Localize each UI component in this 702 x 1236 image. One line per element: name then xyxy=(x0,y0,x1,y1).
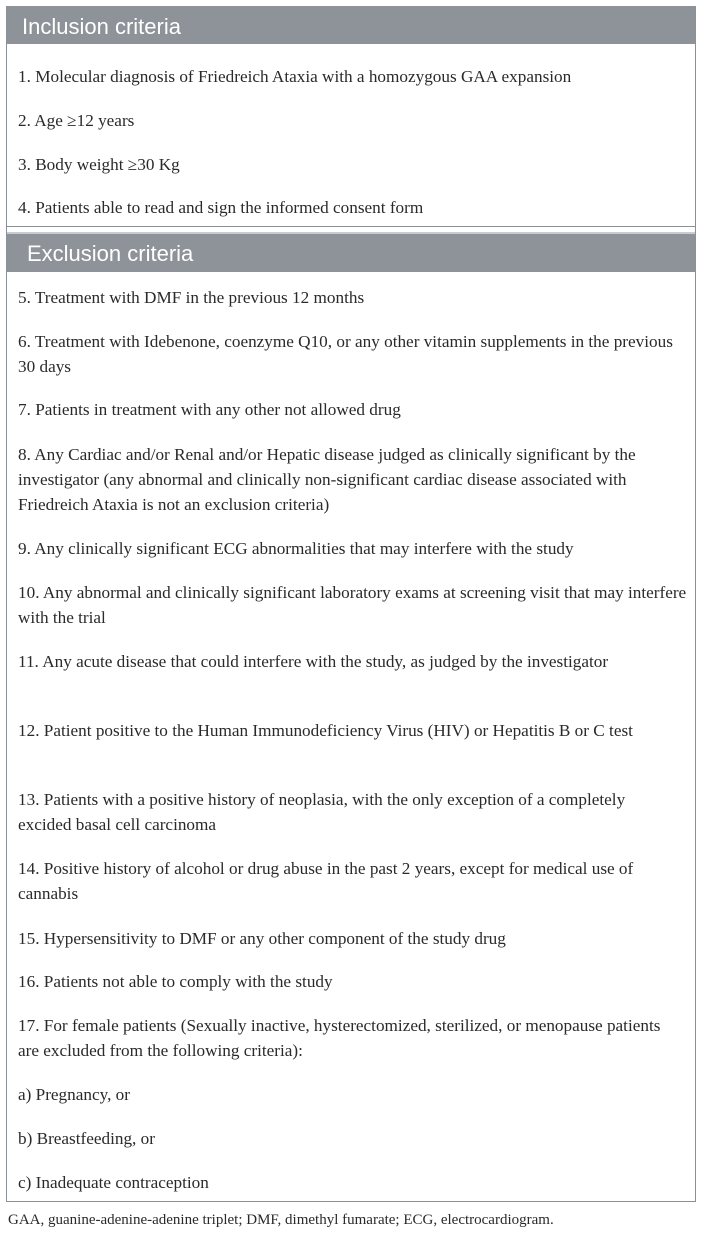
exclusion-item-11: 11. Any acute disease that could interfere with the study, as judged by the investigator xyxy=(18,652,609,671)
exclusion-item-15: 15. Hypersensitivity to DMF or any other component of the study drug xyxy=(18,929,506,948)
exclusion-item-6: 6. Treatment with Idebenone, coenzyme Q10, or any other vitamin supplements in the previous 30 days xyxy=(18,332,673,376)
exclusion-item-10: 10. Any abnormal and clinically significant laboratory exams at screening visit that may interfere with the trial xyxy=(18,583,687,627)
exclusion-item-9: 9. Any clinically significant ECG abnormalities that may interfere with the study xyxy=(18,539,574,558)
inclusion-item-3: 3. Body weight ≥30 Kg xyxy=(18,155,180,174)
exclusion-item-17b: b) Breastfeeding, or xyxy=(18,1129,155,1148)
criteria-table xyxy=(6,6,696,1202)
exclusion-item-7: 7. Patients in treatment with any other not allowed drug xyxy=(18,400,401,419)
table-footnote: GAA, guanine-adenine-adenine triplet; DMF, dimethyl fumarate; ECG, electrocardiogram. xyxy=(8,1212,554,1228)
inclusion-item-1: 1. Molecular diagnosis of Friedreich Ataxia with a homozygous GAA expansion xyxy=(18,67,572,86)
exclusion-criteria-header: Exclusion criteria xyxy=(7,232,695,272)
exclusion-item-17: 17. For female patients (Sexually inactive, hysterectomized, sterilized, or menopause patients are excluded from the following criteria): xyxy=(18,1016,661,1060)
exclusion-item-13: 13. Patients with a positive history of neoplasia, with the only exception of a completely excided basal cell carcinoma xyxy=(18,790,626,834)
section-divider xyxy=(7,226,695,227)
exclusion-item-12: 12. Patient positive to the Human Immunodeficiency Virus (HIV) or Hepatitis B or C test xyxy=(18,721,633,740)
inclusion-item-4: 4. Patients able to read and sign the informed consent form xyxy=(18,198,424,217)
exclusion-item-5: 5. Treatment with DMF in the previous 12 months xyxy=(18,288,365,307)
exclusion-item-17a: a) Pregnancy, or xyxy=(18,1085,130,1104)
inclusion-criteria-header: Inclusion criteria xyxy=(7,6,695,44)
exclusion-item-8: 8. Any Cardiac and/or Renal and/or Hepatic disease judged as clinically significant by the investigator (any abnormal and clinically non-significant cardiac disease associated with Friedreich Ataxia is not an exclusion criteria) xyxy=(18,445,636,514)
exclusion-item-17c: c) Inadequate contraception xyxy=(18,1173,209,1192)
inclusion-item-2: 2. Age ≥12 years xyxy=(18,111,135,130)
exclusion-item-14: 14. Positive history of alcohol or drug abuse in the past 2 years, except for medical use of cannabis xyxy=(18,859,634,903)
exclusion-item-16: 16. Patients not able to comply with the study xyxy=(18,972,333,991)
